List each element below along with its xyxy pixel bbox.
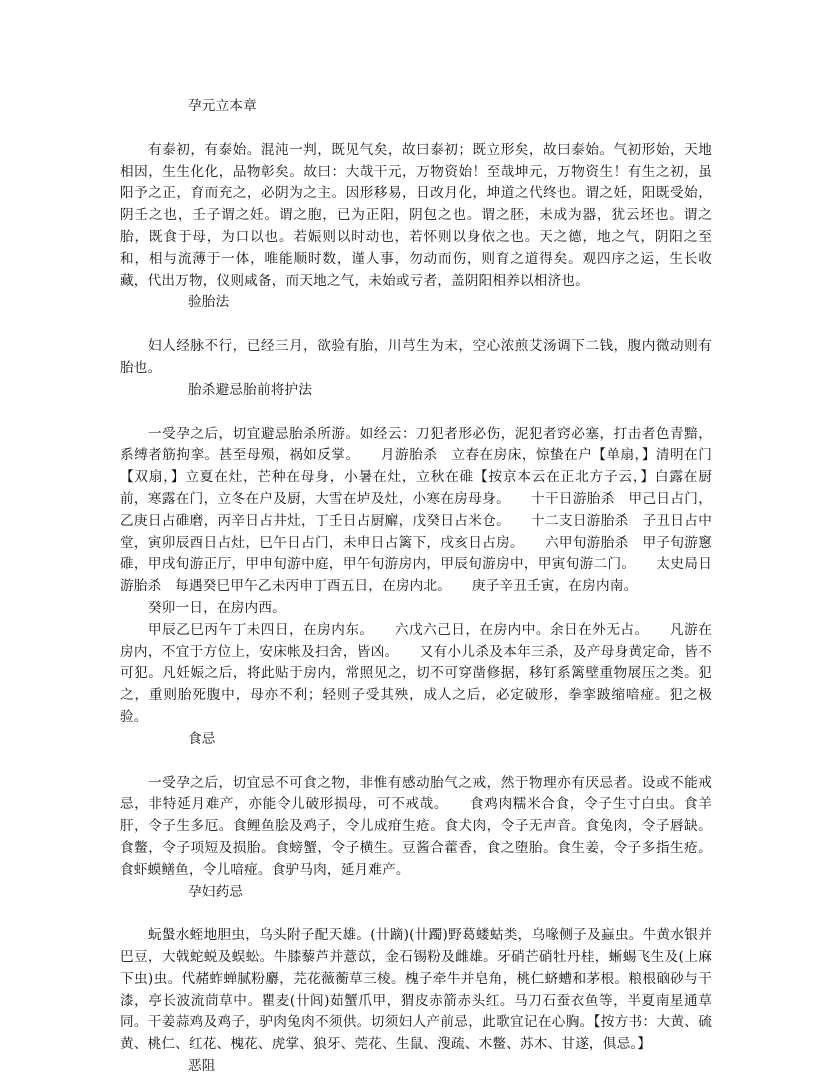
section-heading: 食忌: [188, 730, 216, 747]
paragraph: 一受孕之后，切宜避忌胎杀所游。如经云：刀犯者形必伤，泥犯者窍必塞，打击者色青黯，系缚者筋拘挛。甚至母殒，祸如反掌。 月游胎杀 立春在房床，惊蛰在户【单扇，】清明在门【双扇，】立夏在灶，芒种在母身，小暑在灶，立秋在碓【按京本云在正北方子云，】白露在厨前，寒露在门，立冬在户及厨，大雪在垆及灶，小寒在房母身。 十干日游胎杀 甲己日占门，乙庚日占碓磨，丙辛日占井灶，丁壬日占厨廨，戊癸日占米仓。 十二支日游胎杀 子丑日占中堂，寅卯辰酉日占灶，巳午日占门，未申日占篱下，戌亥日占房。 六甲旬游胎杀 甲子旬游窻碓，甲戌旬游正厅，甲申旬游中庭，甲午旬游房内，甲辰旬游房中，甲寅旬游二门。 太史局日游胎杀 每遇癸巳甲午乙未丙申丁酉五日，在房内北。 庚子辛丑壬寅，在房内南。: [120, 425, 712, 595]
document-page: [120, 0, 712, 1078]
paragraph: 有泰初，有泰始。混沌一判，既见气矣，故曰泰初；既立形矣，故曰泰始。气初形始，天地相因，生生化化，品物彰矣。故曰：大哉干元，万物资始！至哉坤元，万物资生！有生之初，虽阳予之正，育而充之，必阴为之主。因形移易，日改月化，坤道之代终也。谓之妊，阳既受始，阴壬之也，壬子谓之妊。谓之胞，已为正阳，阴包之也。谓之胚，未成为器，犹云坯也。谓之胎，既食于母，为口以也。若娠则以时动也，若怀则以身依之也。天之德，地之气，阴阳之至和，相与流薄于一体，唯能顺时数，谨人事，勿动而伤，则育之道得矣。观四序之运，生长收藏，代出万物，仪则咸备，而天地之气，未始或亏者，盖阴阳相养以相济也。: [120, 141, 712, 289]
paragraph: 妇人经脉不行，已经三月，欲验有胎，川芎生为末，空心浓煎艾汤调下二钱，腹内微动则有胎也。: [120, 338, 712, 376]
paragraph: 一受孕之后，切宜忌不可食之物，非惟有感动胎气之戒，然于物理亦有厌忌者。设或不能戒忌，非特延月难产，亦能令儿破形损母，可不戒哉。 食鸡肉糯米合食，令子生寸白虫。食羊肝，令子生多厄。食鲤鱼脍及鸡子，令儿成疳生疮。食犬肉，令子无声音。食兔肉，令子唇缺。食鳖，令子项短及损胎。食螃蟹，令子横生。豆酱合藿香，食之堕胎。食生姜，令子多指生疮。食虾蟆鳝鱼，令儿喑痖。食驴马肉，延月难产。: [120, 774, 712, 878]
paragraph: 甲辰乙巳丙午丁未四日，在房内东。 六戊六己日，在房内中。余日在外无占。 凡游在房内，不宜于方位上，安床帐及扫舍，皆凶。 又有小儿杀及本年三杀，及产母身黄定命，皆不可犯。凡妊娠之后，将此贴于房内，常照见之，切不可穿凿修据，移钉系篱壁重物展压之类。犯之，重则胎死腹中，母亦不利；轻则子受其殃，成人之后，必定破形，拳挛跛缩喑痖。犯之极验。: [120, 621, 712, 725]
section-heading: 恶阻: [188, 1058, 216, 1075]
section-heading: 孕妇药忌: [188, 883, 244, 900]
section-heading: 验胎法: [188, 294, 230, 311]
section-heading: 胎杀避忌胎前将护法: [188, 381, 313, 398]
paragraph: 癸卯一日，在房内西。: [148, 599, 286, 616]
paragraph: 蚖螌水蛭地胆虫，乌头附子配天雄。(卄蹢)(卄躅)野葛蝼蛄类，乌喙侧子及蝱虫。牛黄水银并巴豆，大戟蛇蜕及蜈蚣。牛膝藜芦并薏苡，金石锡粉及雌雄。牙硝芒硝牡丹桂，蜥蜴飞生及(上麻下虫)虫。代赭蚱蝉腻粉麝，芫花薇蘅草三棱。槐子牵牛并皂角，桃仁蛴螬和茅根。粮根硇砂与干漆，亭长波流茼草中。瞿麦(卄闾)茹蟹爪甲，猬皮赤箭赤头红。马刀石蚕衣鱼等，半夏南星通草同。干姜蒜鸡及鸡子，驴肉兔肉不须供。切须妇人产前忌，此歌宜记在心胸。【按方书：大黄、硫黄、桃仁、红花、槐花、虎掌、狼牙、莞花、生鼠、溲疏、木鳖、苏木、甘遂，俱忌。】: [120, 927, 712, 1053]
section-heading: 孕元立本章: [188, 98, 257, 114]
